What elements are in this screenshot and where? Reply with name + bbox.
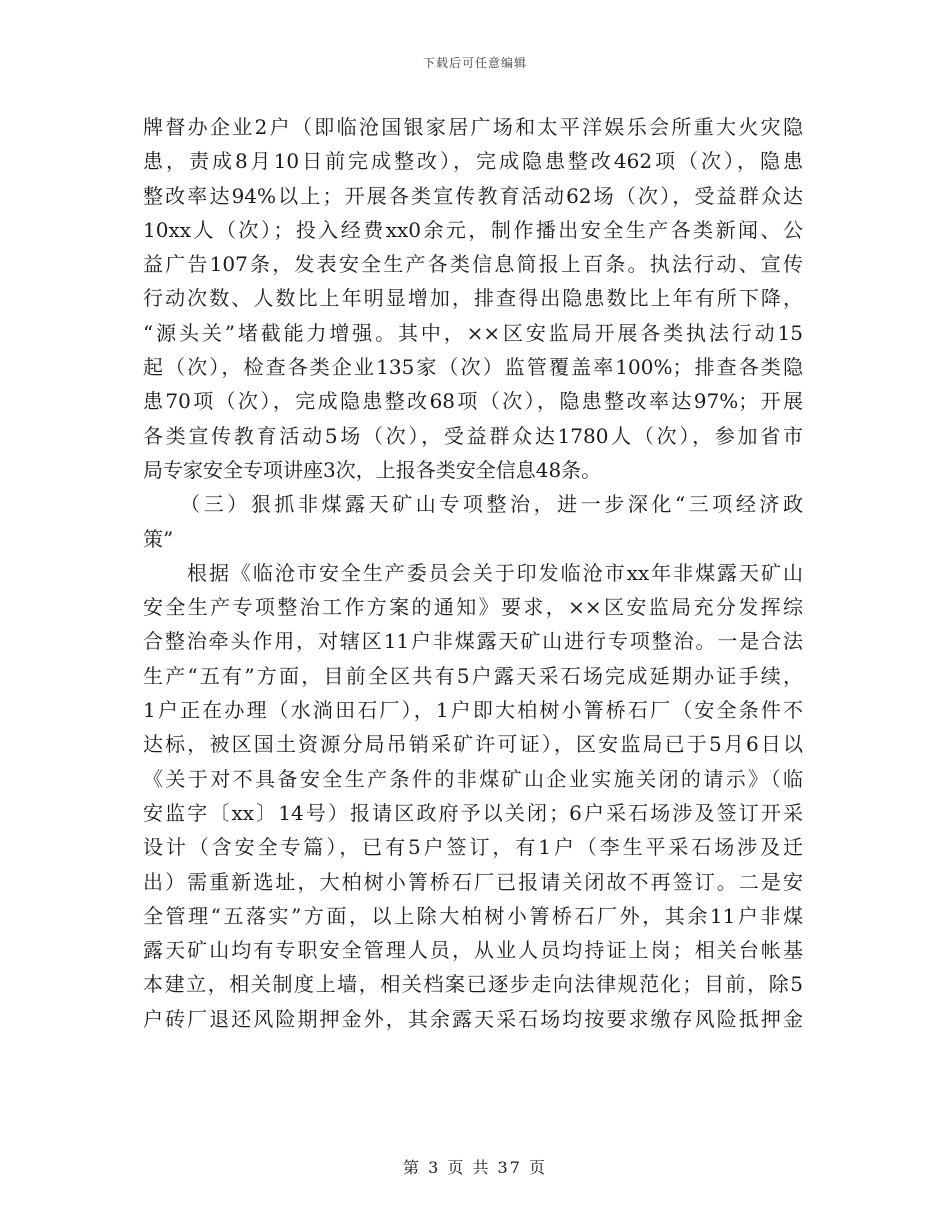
document-body	[143, 110, 803, 1036]
text-line: 安监字〔xx〕14号）报请区政府予以关闭；6户采石场涉及签订开采	[143, 800, 803, 825]
text-line: 益广告107条，发表安全生产各类信息简报上百条。执法行动、宣传	[143, 252, 803, 277]
text-line: 10xx人（次）；投入经费xx0余元，制作播出安全生产各类新闻、公	[143, 217, 803, 242]
section-heading-line: 策”	[143, 526, 174, 551]
text-line: 1户正在办理（水淌田石厂），1户即大柏树小箐桥石厂（安全条件不	[143, 698, 803, 723]
page-number: 第 3 页 共 37 页	[403, 1158, 547, 1177]
text-line: 各类宣传教育活动5场（次），受益群众达1780人（次），参加省市	[143, 423, 803, 448]
text-line: 本建立，相关制度上墙，相关档案已逐步走向法律规范化；目前，除5	[143, 972, 803, 997]
text-line: 患70项（次），完成隐患整改68项（次），隐患整改率达97%；开展	[143, 389, 803, 414]
text-line: 达标，被区国土资源分局吊销采矿许可证），区安监局已于5月6日以	[143, 732, 803, 757]
text-line: 起（次），检查各类企业135家（次）监管覆盖率100%；排查各类隐	[143, 355, 803, 380]
section-heading-line: （三）狠抓非煤露天矿山专项整治，进一步深化“三项经济政	[143, 492, 803, 517]
text-line: 全管理“五落实”方面，以上除大柏树小箐桥石厂外，其余11户非煤	[143, 903, 803, 928]
page-header-note: 下载后可任意编辑	[422, 56, 527, 70]
text-line: 设计（含安全专篇），已有5户签订，有1户（李生平采石场涉及迁	[143, 835, 803, 860]
text-line: 生产“五有”方面，目前全区共有5户露天采石场完成延期办证手续，	[143, 663, 803, 688]
text-line: 行动次数、人数比上年明显增加，排查得出隐患数比上年有所下降，	[143, 286, 803, 311]
text-line: 整改率达94%以上；开展各类宣传教育活动62场（次），受益群众达	[143, 183, 803, 208]
text-line: 出）需重新选址，大柏树小箐桥石厂已报请关闭故不再签订。二是安	[143, 869, 803, 894]
text-line: 户砖厂退还风险期押金外，其余露天采石场均按要求缴存风险抵押金	[143, 1006, 803, 1031]
text-line: “源头关”堵截能力增强。其中，××区安监局开展各类执法行动15	[143, 320, 803, 345]
text-line: 根据《临沧市安全生产委员会关于印发临沧市xx年非煤露天矿山	[143, 560, 803, 585]
text-line: 牌督办企业2户（即临沧国银家居广场和太平洋娱乐会所重大火灾隐	[143, 115, 803, 139]
text-line: 露天矿山均有专职安全管理人员，从业人员均持证上岗；相关台帐基	[143, 938, 803, 963]
text-line: 《关于对不具备安全生产条件的非煤矿山企业实施关闭的请示》（临	[143, 766, 803, 791]
text-line: 合整治牵头作用，对辖区11户非煤露天矿山进行专项整治。一是合法	[143, 629, 803, 654]
text-line: 患，责成8月10日前完成整改），完成隐患整改462项（次），隐患	[143, 149, 803, 174]
text-line: 局专家安全专项讲座3次，上报各类安全信息48条。	[143, 457, 602, 482]
text-line: 安全生产专项整治工作方案的通知》要求，××区安监局充分发挥综	[143, 595, 803, 620]
